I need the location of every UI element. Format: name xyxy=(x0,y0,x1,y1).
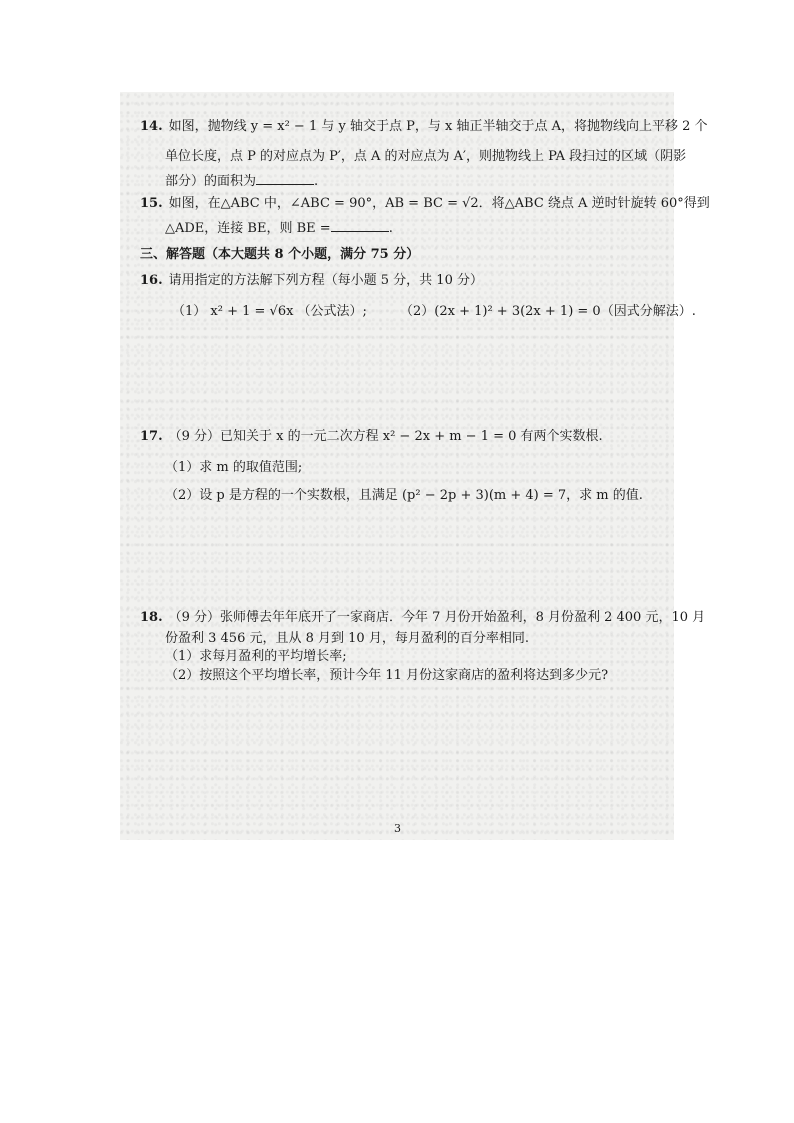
q16-stem: 16. 请用指定的方法解下列方程（每小题 5 分，共 10 分） xyxy=(140,273,483,288)
q18-line1: 18. （9 分）张师傅去年年底开了一家商店．今年 7 月份开始盈利，8 月份盈利 2 400 元，10 月 xyxy=(140,610,706,625)
q17-part1: （1）求 m 的取值范围; xyxy=(165,460,303,475)
q18-line2: 份盈利 3 456 元，且从 8 月到 10 月，每月盈利的百分率相同. xyxy=(165,631,529,646)
q14-line2: 单位长度，点 P 的对应点为 P′，点 A 的对应点为 A′，则抛物线上 PA 段扫过的区域（阴影 xyxy=(165,149,687,164)
q16-part2: （2）(2x + 1)² + 3(2x + 1) = 0（因式分解法）. xyxy=(400,304,696,319)
q17-stem: 17. （9 分）已知关于 x 的一元二次方程 x² − 2x + m − 1 = 0 有两个实数根. xyxy=(140,429,603,444)
page-number: 3 xyxy=(394,822,401,835)
q18-part2: （2）按照这个平均增长率，预计今年 11 月份这家商店的盈利将达到多少元? xyxy=(165,668,609,683)
q18-part1: （1）求每月盈利的平均增长率; xyxy=(165,649,347,664)
q15-line1: 15. 如图，在△ABC 中，∠ABC = 90°，AB = BC = √2．将△ABC 绕点 A 逆时针旋转 60°得到 xyxy=(140,196,710,211)
answer-blank[interactable] xyxy=(331,219,389,232)
q14-line3: 部分）的面积为 . xyxy=(165,174,319,189)
section-header: 三、解答题（本大题共 8 个小题，满分 75 分） xyxy=(140,247,420,262)
answer-blank[interactable] xyxy=(256,172,314,185)
q16-part1: （1） x² + 1 = √6x （公式法）; xyxy=(172,304,367,319)
q14-line1: 14. 如图，抛物线 y = x² − 1 与 y 轴交于点 P，与 x 轴正半轴交于点 A，将抛物线向上平移 2 个 xyxy=(140,119,708,134)
q15-line2: △ADE，连接 BE，则 BE = . xyxy=(165,221,393,236)
q17-part2: （2）设 p 是方程的一个实数根，且满足 (p² − 2p + 3)(m + 4) = 7，求 m 的值. xyxy=(165,488,643,503)
